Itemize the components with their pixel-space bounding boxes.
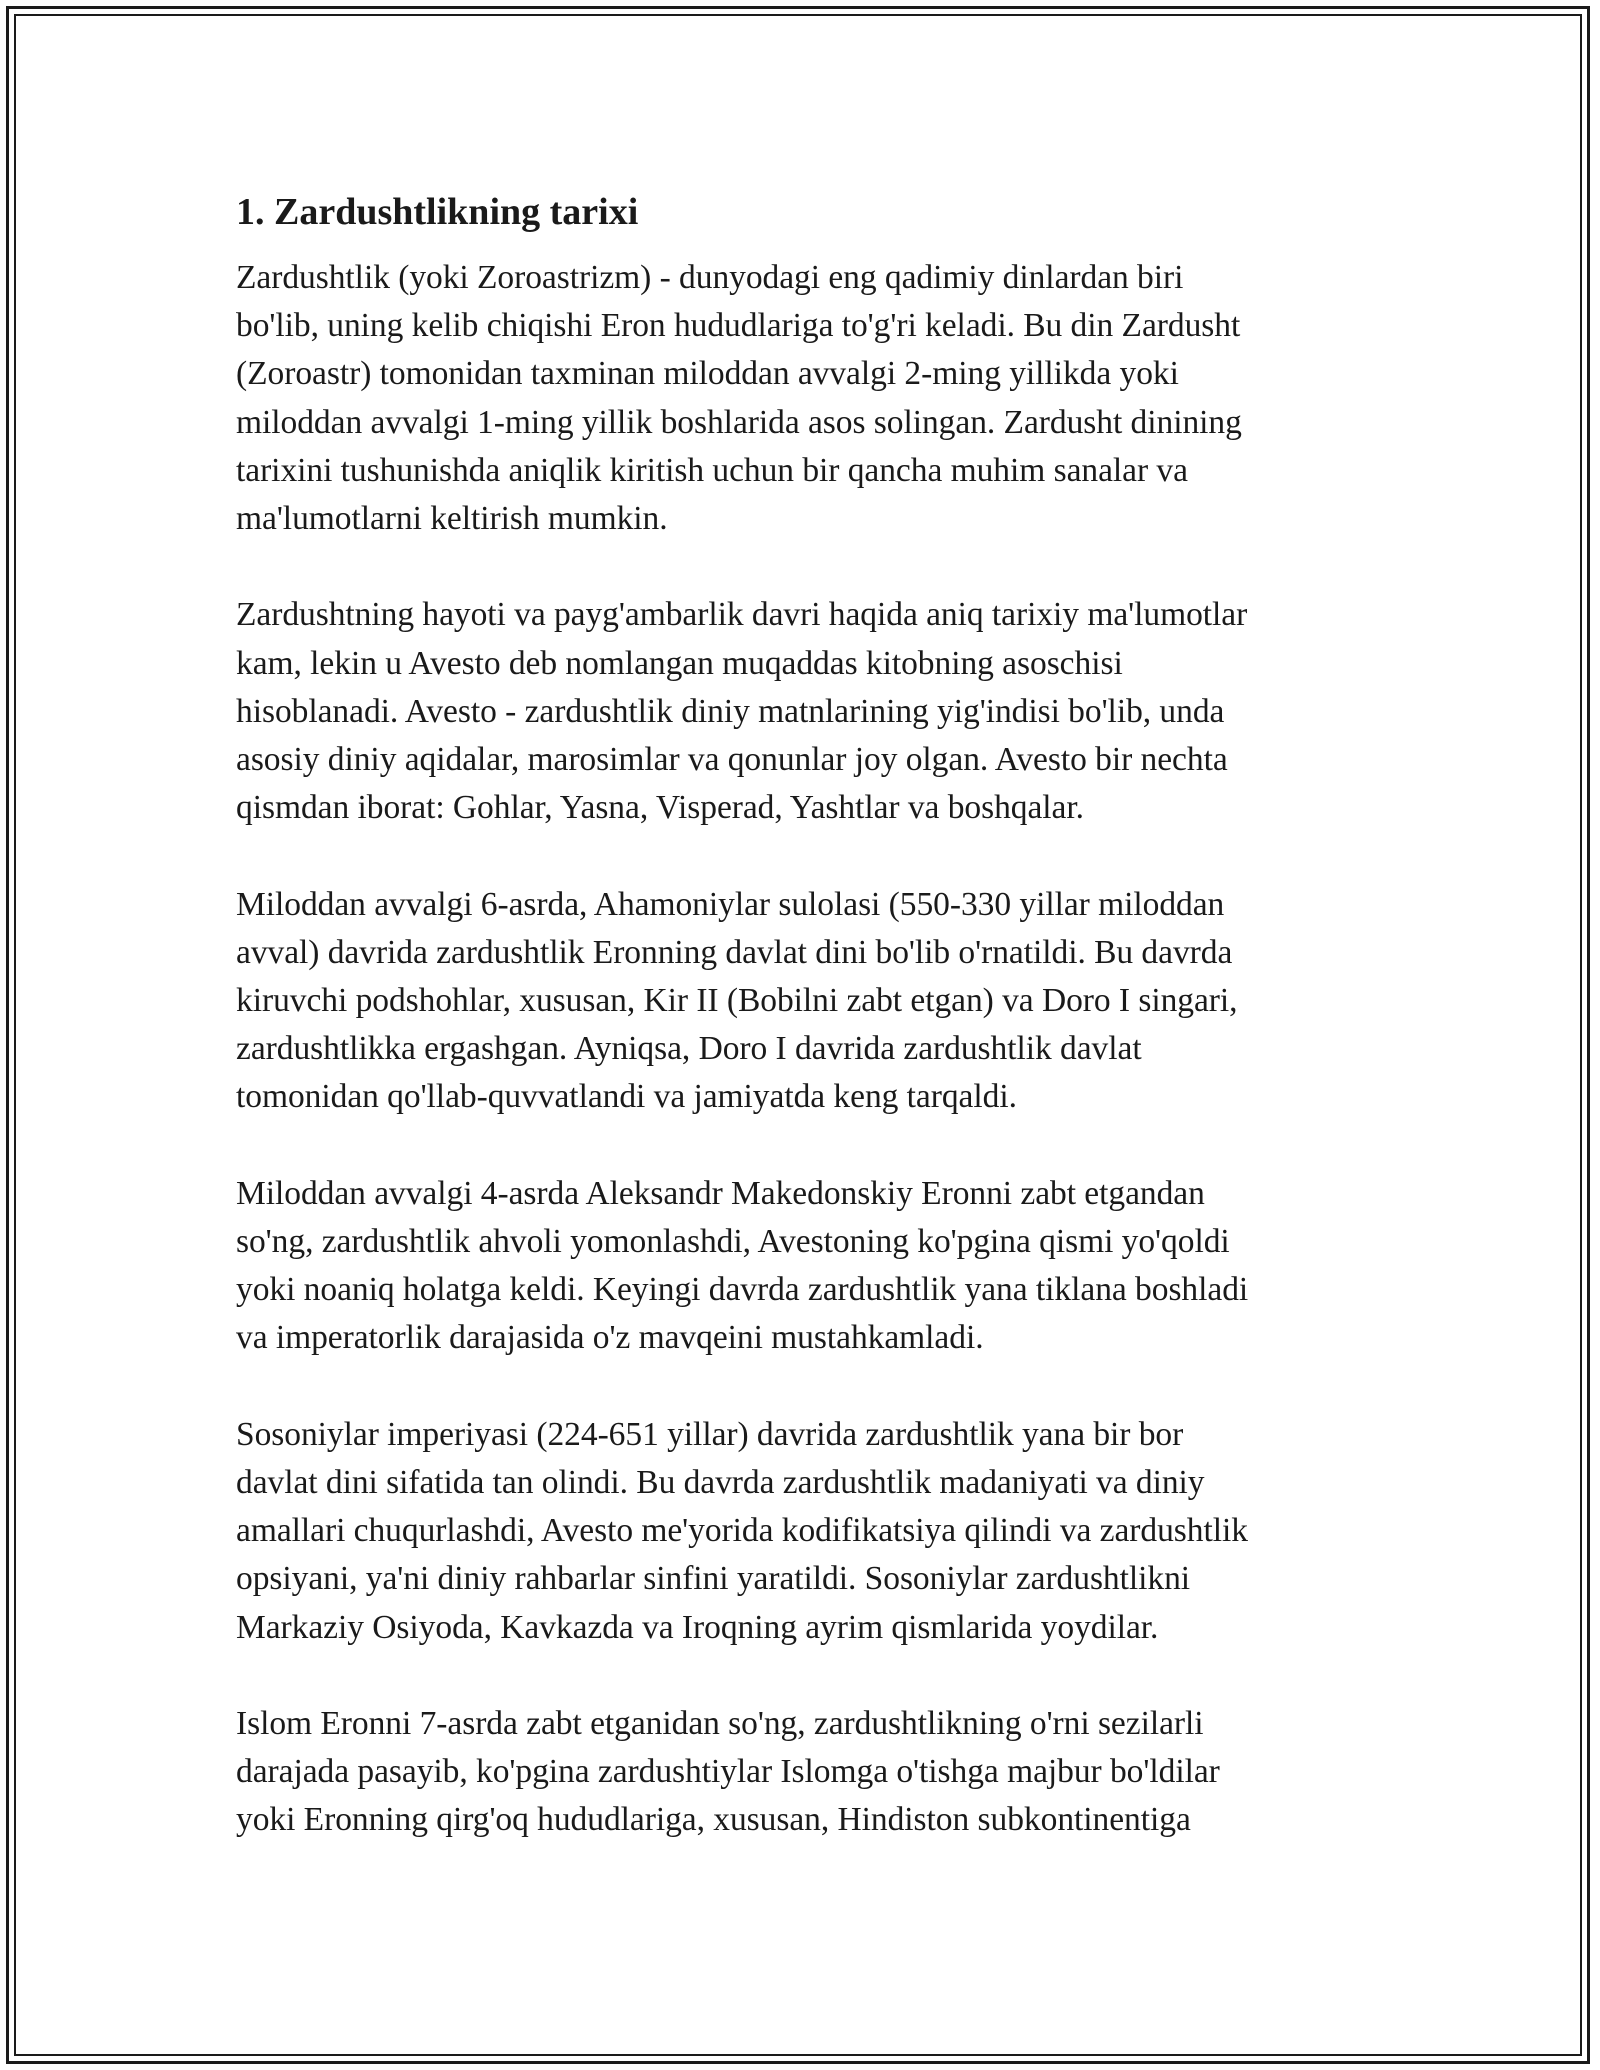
- paragraph-3: [236, 881, 1366, 1122]
- section-heading: 1. Zardushtlikning tarixi: [236, 191, 639, 233]
- text-line: ma'lumotlarni keltirish mumkin.: [236, 500, 668, 538]
- text-line: amallari chuqurlashdi, Avesto me'yorida kodifikatsiya qilindi va zardushtlik: [236, 1512, 1248, 1550]
- text-line: va imperatorlik darajasida o'z mavqeini mustahkamladi.: [236, 1319, 984, 1357]
- text-line: miloddan avvalgi 1-ming yillik boshlarida asos solingan. Zardusht dinining: [236, 403, 1242, 441]
- text-line: Miloddan avvalgi 6-asrda, Ahamoniylar sulolasi (550-330 yillar miloddan: [236, 885, 1225, 923]
- text-line: tarixini tushunishda aniqlik kiritish uchun bir qancha muhim sanalar va: [236, 451, 1188, 489]
- text-line: darajada pasayib, ko'pgina zardushtiylar Islomga o'tishga majbur bo'ldilar: [236, 1753, 1220, 1791]
- text-line: kiruvchi podshohlar, xususan, Kir II (Bobilni zabt etgan) va Doro I singari,: [236, 982, 1238, 1020]
- text-line: Markaziy Osiyoda, Kavkazda va Iroqning ayrim qismlarida yoydilar.: [236, 1608, 1159, 1646]
- text-line: davlat dini sifatida tan olindi. Bu davrda zardushtlik madaniyati va diniy: [236, 1464, 1205, 1502]
- paragraph-4: [236, 1170, 1366, 1363]
- text-line: qismdan iborat: Gohlar, Yasna, Visperad, Yashtlar va boshqalar.: [236, 789, 1084, 827]
- text-line: avval) davrida zardushtlik Eronning davlat dini bo'lib o'rnatildi. Bu davrda: [236, 933, 1233, 971]
- text-line: bo'lib, uning kelib chiqishi Eron hududlariga to'g'ri keladi. Bu din Zardusht: [236, 307, 1241, 345]
- text-line: so'ng, zardushtlik ahvoli yomonlashdi, Avestoning ko'pgina qismi yo'qoldi: [236, 1223, 1230, 1261]
- text-line: hisoblanadi. Avesto - zardushtlik diniy matnlarining yig'indisi bo'lib, unda: [236, 692, 1225, 730]
- text-line: asosiy diniy aqidalar, marosimlar va qonunlar joy olgan. Avesto bir nechta: [236, 741, 1228, 779]
- text-line: Miloddan avvalgi 4-asrda Aleksandr Makedonskiy Eronni zabt etgandan: [236, 1174, 1205, 1212]
- text-line: yoki Eronning qirg'oq hududlariga, xususan, Hindiston subkontinentiga: [236, 1801, 1191, 1839]
- text-line: Zardushtlik (yoki Zoroastrizm) - dunyodagi eng qadimiy dinlardan biri: [236, 259, 1184, 296]
- text-line: Sosoniylar imperiyasi (224-651 yillar) davrida zardushtlik yana bir bor: [236, 1415, 1184, 1453]
- text-line: (Zoroastr) tomonidan taxminan miloddan avvalgi 2-ming yillikda yoki: [236, 355, 1179, 393]
- text-line: Zardushtning hayoti va payg'ambarlik davri haqida aniq tarixiy ma'lumotlar: [236, 596, 1248, 634]
- paragraph-2: [236, 591, 1366, 832]
- paragraph-5: [236, 1411, 1366, 1652]
- text-line: yoki noaniq holatga keldi. Keyingi davrda zardushtlik yana tiklana boshladi: [236, 1271, 1249, 1309]
- text-line: Islom Eronni 7-asrda zabt etganidan so'ng, zardushtlikning o'rni sezilarli: [236, 1705, 1204, 1743]
- paragraph-6: [236, 1700, 1366, 1845]
- document-body: [236, 186, 1366, 1893]
- text-line: zardushtlikka ergashgan. Ayniqsa, Doro I davrida zardushtlik davlat: [236, 1030, 1142, 1068]
- text-line: kam, lekin u Avesto deb nomlangan muqaddas kitobning asoschisi: [236, 644, 1123, 682]
- text-line: tomonidan qo'llab-quvvatlandi va jamiyatda keng tarqaldi.: [236, 1078, 1017, 1116]
- paragraph-1: [236, 254, 1366, 543]
- text-line: opsiyani, ya'ni diniy rahbarlar sinfini yaratildi. Sosoniylar zardushtlikni: [236, 1560, 1191, 1598]
